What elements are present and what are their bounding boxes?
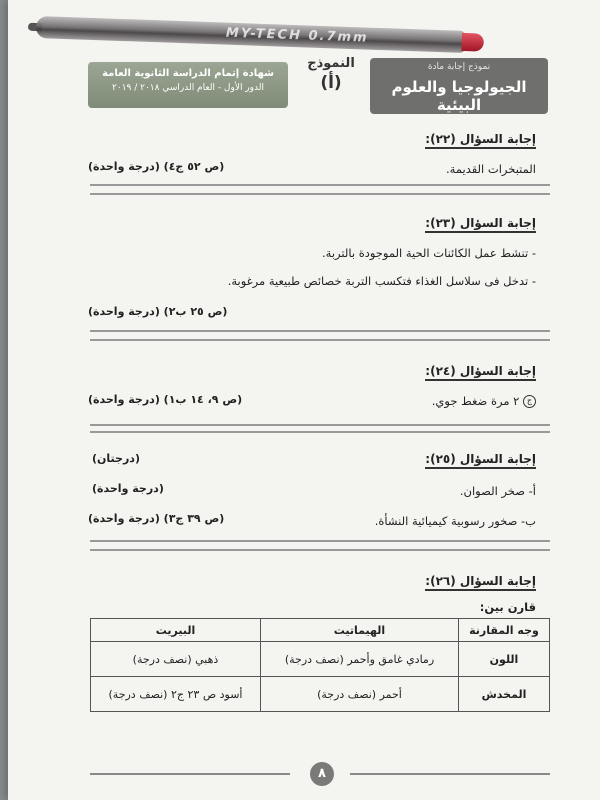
page-number: ٨ — [310, 762, 334, 786]
table-row — [91, 677, 550, 712]
page-header — [88, 52, 548, 116]
q23-mark: (ص ٢٥ ب٢) (درجة واحدة) — [88, 305, 228, 318]
divider — [90, 184, 550, 195]
table-row — [91, 642, 550, 677]
q23-line2: - تدخل فى سلاسل الغذاء فتكسب التربة خصائص طبيعية مرغوبة. — [227, 274, 536, 288]
q25-a-mark: (درجة واحدة) — [92, 482, 164, 495]
table-header: البيريت — [91, 619, 261, 642]
table-cell: اللون — [459, 642, 550, 677]
subject-title: الجيولوجيا والعلوم البيئية — [391, 78, 527, 114]
model-title: النموذج — [307, 56, 355, 71]
q24-mark: (ص ٩، ١٤ ب١) (درجة واحدة) — [88, 393, 243, 406]
q25-answer-b: ب- صخور رسوبية كيميائية النشأة. — [374, 514, 536, 528]
model-label — [294, 56, 368, 93]
table-header-row — [91, 619, 550, 642]
page-footer — [90, 762, 550, 786]
table-cell: أحمر (نصف درجة) — [261, 677, 459, 712]
answer-sheet — [8, 0, 600, 800]
divider — [90, 540, 550, 551]
model-number: (أ) — [320, 73, 342, 93]
subject-box — [370, 58, 548, 114]
table-header: الهيماتيت — [261, 619, 459, 642]
pen-cap — [461, 33, 484, 52]
q22-mark: (ص ٥٢ ج٤) (درجة واحدة) — [88, 160, 225, 173]
q26-intro: قارن بين: — [479, 600, 536, 614]
subject-small-label: نموذج إجابة مادة — [427, 62, 491, 72]
q22-title: إجابة السؤال (٢٢): — [425, 132, 536, 149]
comparison-table — [90, 618, 550, 712]
footer-rule-right — [350, 773, 550, 775]
q23-title: إجابة السؤال (٢٣): — [425, 216, 536, 233]
divider — [90, 424, 550, 433]
q22-answer: المتبخرات القديمة. — [446, 162, 536, 176]
certificate-session: الدور الأول - العام الدراسي ٢٠١٨ / ٢٠١٩ — [112, 83, 264, 93]
certificate-title: شهادة إتمام الدراسة الثانوية العامة — [102, 68, 274, 79]
pen — [35, 12, 484, 58]
divider — [90, 330, 550, 341]
q25-answer-a: أ- صخر الصوان. — [459, 484, 536, 498]
q25-b-mark: (ص ٣٩ ج٣) (درجة واحدة) — [88, 512, 225, 525]
table-cell: رمادي غامق وأحمر (نصف درجة) — [261, 642, 459, 677]
q25-title: إجابة السؤال (٢٥): — [425, 452, 536, 469]
q24-answer-line — [432, 394, 536, 408]
q25-total-mark: (درجتان) — [92, 452, 140, 465]
pen-brand: MY-TECH 0.7mm — [225, 25, 369, 46]
answer-choice-icon: ج — [523, 395, 536, 408]
table-cell: أسود ص ٢٣ ج٢ (نصف درجة) — [91, 677, 261, 712]
certificate-box — [88, 62, 288, 108]
q26-title: إجابة السؤال (٢٦): — [425, 574, 536, 591]
table-cell: ذهبي (نصف درجة) — [91, 642, 261, 677]
table-cell: المخدش — [459, 677, 550, 712]
q24-answer: ٢ مرة ضغط جوي. — [431, 394, 520, 408]
table-header: وجه المقارنة — [459, 619, 550, 642]
q23-line1: - تنشط عمل الكائنات الحية الموجودة بالتربة. — [322, 246, 536, 260]
footer-rule-left — [90, 773, 290, 775]
q24-title: إجابة السؤال (٢٤): — [425, 364, 536, 381]
